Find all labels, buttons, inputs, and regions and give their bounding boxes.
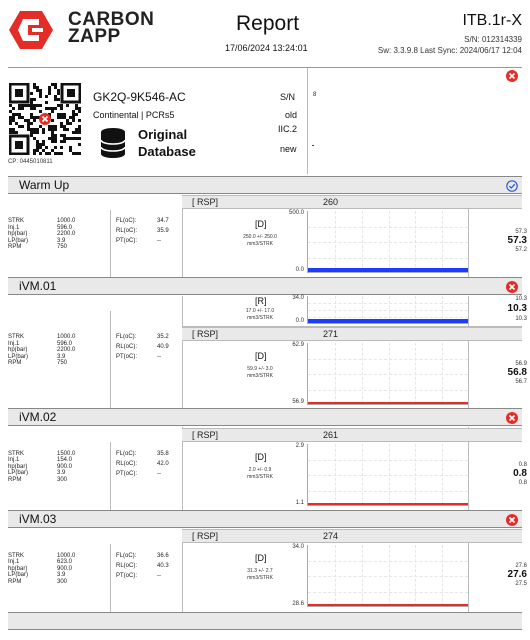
param-label: STRK — [8, 218, 25, 224]
y-max-label: 34.0 — [292, 544, 304, 550]
y-max-label: 34.0 — [292, 295, 304, 301]
grid-line — [415, 211, 416, 272]
temp-label: PT(oC): — [116, 238, 137, 244]
param-label: STRK — [8, 450, 25, 457]
software-sync: Sw: 3.3.9.8 Last Sync: 2024/06/17 12:04 — [377, 46, 522, 55]
param-value: 900.0 — [57, 565, 73, 572]
measure-label: [D] — [255, 553, 267, 563]
value-lower: 57.2 — [515, 247, 527, 253]
measure-line — [308, 268, 468, 272]
param-value: 1000.0 — [57, 334, 76, 340]
temp-label: RL(oC): — [116, 228, 138, 234]
measure-label: [R] — [255, 296, 267, 306]
measure-label: [D] — [255, 351, 267, 361]
measure-tolerance: 31.3 +/- 2.7 — [247, 568, 273, 574]
grid-line — [335, 545, 336, 606]
grid-line — [389, 211, 390, 272]
carbonzapp-logo-icon — [8, 10, 54, 50]
col-divider — [110, 442, 111, 510]
measure-tolerance: 2.0 +/- 0.9 — [248, 467, 272, 473]
temp-value: 34.7 — [157, 218, 169, 224]
part-number: GK2Q-9K546-AC — [93, 90, 186, 104]
value-upper: 27.6 — [515, 563, 527, 569]
grid-line — [415, 343, 416, 404]
grid-line — [415, 444, 416, 505]
section-title: iVM.03 — [19, 512, 57, 526]
y-min-label: 28.6 — [292, 601, 304, 607]
temp-label: FL(oC): — [116, 218, 137, 224]
param-label: Inj.1 — [8, 340, 20, 347]
temp-value: 35.2 — [157, 334, 169, 340]
grid-line — [389, 343, 390, 404]
measure-unit: mm3/STRK — [247, 373, 273, 379]
qr-code-icon — [9, 83, 81, 155]
grid-line — [335, 211, 336, 272]
measure-unit: mm3/STRK — [247, 575, 273, 581]
param-label: hp(bar) — [8, 231, 28, 237]
status-fail-icon — [506, 280, 518, 292]
param-label: RPM — [8, 476, 22, 483]
measure-tolerance: 17.0 +/- 17.0 — [245, 308, 275, 314]
value-lower: 27.5 — [515, 581, 527, 587]
report-title: Report — [236, 12, 300, 35]
param-label: Inj.1 — [8, 224, 20, 231]
value-main: 10.3 — [507, 303, 527, 314]
param-value: 3.9 — [57, 353, 66, 360]
y-min-label: 0.0 — [295, 267, 304, 273]
footer-bar — [8, 612, 522, 630]
temp-value: 42.0 — [157, 460, 169, 467]
param-value: 750 — [57, 360, 68, 366]
measure-line — [308, 503, 468, 505]
temp-label: RL(oC): — [116, 562, 138, 569]
rsp-bar — [182, 529, 522, 543]
temp-value: 40.9 — [157, 344, 169, 350]
device-name: ITB.1r-X — [462, 12, 522, 29]
measure-tolerance: 59.9 +/- 3.0 — [247, 366, 273, 372]
temp-value: -- — [157, 354, 161, 360]
measure-line — [308, 319, 468, 323]
measure-label: [D] — [255, 452, 267, 462]
rsp-bar — [182, 428, 522, 442]
database-line1: Original — [138, 127, 188, 142]
rsp-value: 260 — [323, 197, 339, 207]
param-label: RPM — [8, 360, 22, 366]
param-value: 900.0 — [57, 463, 73, 470]
param-label: LP(bar) — [8, 572, 29, 578]
param-label: RPM — [8, 244, 22, 250]
report-datetime: 17/06/2024 13:24:01 — [225, 43, 308, 53]
value-lower: 10.3 — [515, 316, 527, 322]
header-divider — [8, 67, 522, 68]
temp-value: -- — [157, 238, 161, 244]
grid-line — [442, 444, 443, 505]
param-label: LP(bar) — [8, 470, 29, 476]
temp-value: -- — [157, 572, 161, 579]
rsp-label: [ RSP] — [192, 329, 219, 339]
section-title: iVM.01 — [19, 279, 57, 293]
param-label: hp(bar) — [8, 565, 28, 572]
grid-line — [442, 343, 443, 404]
database-line2: Database — [138, 144, 196, 159]
col-divider — [182, 296, 183, 408]
param-value: 596.0 — [57, 224, 73, 231]
col-divider — [110, 544, 111, 612]
rsp-label: [ RSP] — [192, 531, 219, 541]
mini-graph-marker — [312, 145, 314, 146]
y-max-label: 2.9 — [295, 443, 304, 449]
database-icon — [100, 127, 126, 159]
y-min-label: 1.1 — [295, 500, 304, 506]
param-value: 300 — [57, 476, 68, 483]
section-header-3 — [8, 510, 522, 528]
param-label: STRK — [8, 552, 25, 559]
value-upper: 0.8 — [518, 462, 527, 468]
param-value: 596.0 — [57, 340, 73, 347]
section-title: Warm Up — [19, 178, 70, 192]
param-value: 3.9 — [57, 237, 66, 244]
temp-label: RL(oC): — [116, 344, 138, 350]
grid-line — [362, 444, 363, 505]
param-label: RPM — [8, 578, 22, 585]
param-value: 154.0 — [57, 457, 73, 463]
value-upper: 57.3 — [515, 229, 527, 235]
param-label: hp(bar) — [8, 463, 28, 470]
value-main: 56.8 — [507, 367, 527, 378]
grid-line — [415, 545, 416, 606]
rsp-bar — [182, 195, 522, 209]
temp-label: PT(oC): — [116, 470, 137, 477]
y-min-label: 0.0 — [295, 318, 304, 324]
param-value: 3.9 — [57, 572, 66, 578]
class-code: IIC.2 — [278, 124, 298, 134]
status-ok-icon — [506, 179, 518, 191]
grid-line — [335, 444, 336, 505]
param-label: Inj.1 — [8, 457, 20, 463]
value-upper: 10.3 — [515, 296, 527, 302]
temp-label: PT(oC): — [116, 354, 137, 360]
value-main: 57.3 — [507, 235, 527, 246]
manufacturer: Continental | PCRs5 — [93, 110, 175, 120]
temp-label: FL(oC): — [116, 450, 137, 457]
temp-value: 35.9 — [157, 228, 169, 234]
info-divider — [307, 68, 308, 174]
col-divider — [110, 311, 111, 408]
param-label: LP(bar) — [8, 237, 29, 244]
param-label: LP(bar) — [8, 353, 29, 360]
grid-line — [389, 545, 390, 606]
measure-unit: mm3/STRK — [247, 315, 273, 321]
info-status-fail-icon — [506, 69, 518, 87]
section-header-2 — [8, 408, 522, 426]
param-value: 3.9 — [57, 470, 66, 476]
temp-label: FL(oC): — [116, 334, 137, 340]
measure-graph — [307, 296, 468, 324]
value-main: 27.6 — [507, 569, 527, 580]
param-value: 300 — [57, 578, 68, 585]
rsp-label: [ RSP] — [192, 430, 219, 440]
param-value: 1000.0 — [57, 218, 76, 224]
device-serial: S/N: 012314339 — [464, 35, 522, 44]
measure-tolerance: 250.0 +/- 250.0 — [243, 234, 277, 240]
value-upper: 56.9 — [515, 361, 527, 367]
grid-line — [389, 444, 390, 505]
param-value: 2200.0 — [57, 347, 76, 353]
temp-value: -- — [157, 470, 161, 477]
col-divider — [468, 296, 469, 408]
measure-graph — [307, 444, 468, 506]
sn-label: S/N — [280, 92, 296, 102]
param-value: 623.0 — [57, 559, 73, 565]
param-value: 1500.0 — [57, 450, 76, 457]
measure-unit: mm3/STRK — [247, 241, 273, 247]
param-value: 750 — [57, 244, 68, 250]
rsp-value: 271 — [323, 329, 339, 339]
param-label: Inj.1 — [8, 559, 20, 565]
section-title: iVM.02 — [19, 410, 57, 424]
brand-line1: CARBON — [68, 9, 155, 30]
grid-line — [335, 343, 336, 404]
param-label: STRK — [8, 334, 25, 340]
param-value: 1000.0 — [57, 552, 76, 559]
status-fail-icon — [506, 411, 518, 423]
rsp-bar — [182, 327, 522, 341]
row-divider — [182, 326, 522, 327]
measure-unit: mm3/STRK — [247, 474, 273, 480]
col-divider — [110, 210, 111, 277]
temp-value: 40.3 — [157, 562, 169, 569]
rsp-label: [ RSP] — [192, 197, 219, 207]
mini-graph-value: 8 — [313, 92, 317, 98]
grid-line — [442, 211, 443, 272]
measure-graph — [307, 211, 468, 273]
grid-line — [362, 343, 363, 404]
y-min-label: 56.9 — [292, 399, 304, 405]
cp-code: CP: 0445010811 — [8, 159, 53, 165]
value-main: 0.8 — [513, 468, 527, 479]
status-fail-icon — [506, 513, 518, 525]
value-lower: 0.8 — [518, 480, 527, 486]
measure-graph — [307, 545, 468, 607]
measure-line — [308, 604, 468, 606]
temp-label: PT(oC): — [116, 572, 137, 579]
rsp-value: 274 — [323, 531, 339, 541]
grid-line — [362, 211, 363, 272]
grid-line — [442, 545, 443, 606]
y-max-label: 62.9 — [292, 342, 304, 348]
temp-value: 35.8 — [157, 450, 169, 457]
rsp-value: 261 — [323, 430, 339, 440]
y-max-label: 500.0 — [288, 210, 304, 216]
section-header-0 — [8, 176, 522, 194]
measure-label: [D] — [255, 219, 267, 229]
measure-line — [308, 402, 468, 404]
param-label: hp(bar) — [8, 347, 28, 353]
sn-old: old — [285, 110, 298, 120]
value-lower: 56.7 — [515, 379, 527, 385]
measure-graph — [307, 343, 468, 405]
section-header-1 — [8, 277, 522, 295]
temp-value: 36.6 — [157, 552, 169, 559]
temp-label: RL(oC): — [116, 460, 138, 467]
param-value: 2200.0 — [57, 231, 76, 237]
temp-label: FL(oC): — [116, 552, 137, 559]
sn-new: new — [280, 144, 297, 154]
grid-line — [362, 545, 363, 606]
brand-line2: ZAPP — [68, 26, 121, 47]
